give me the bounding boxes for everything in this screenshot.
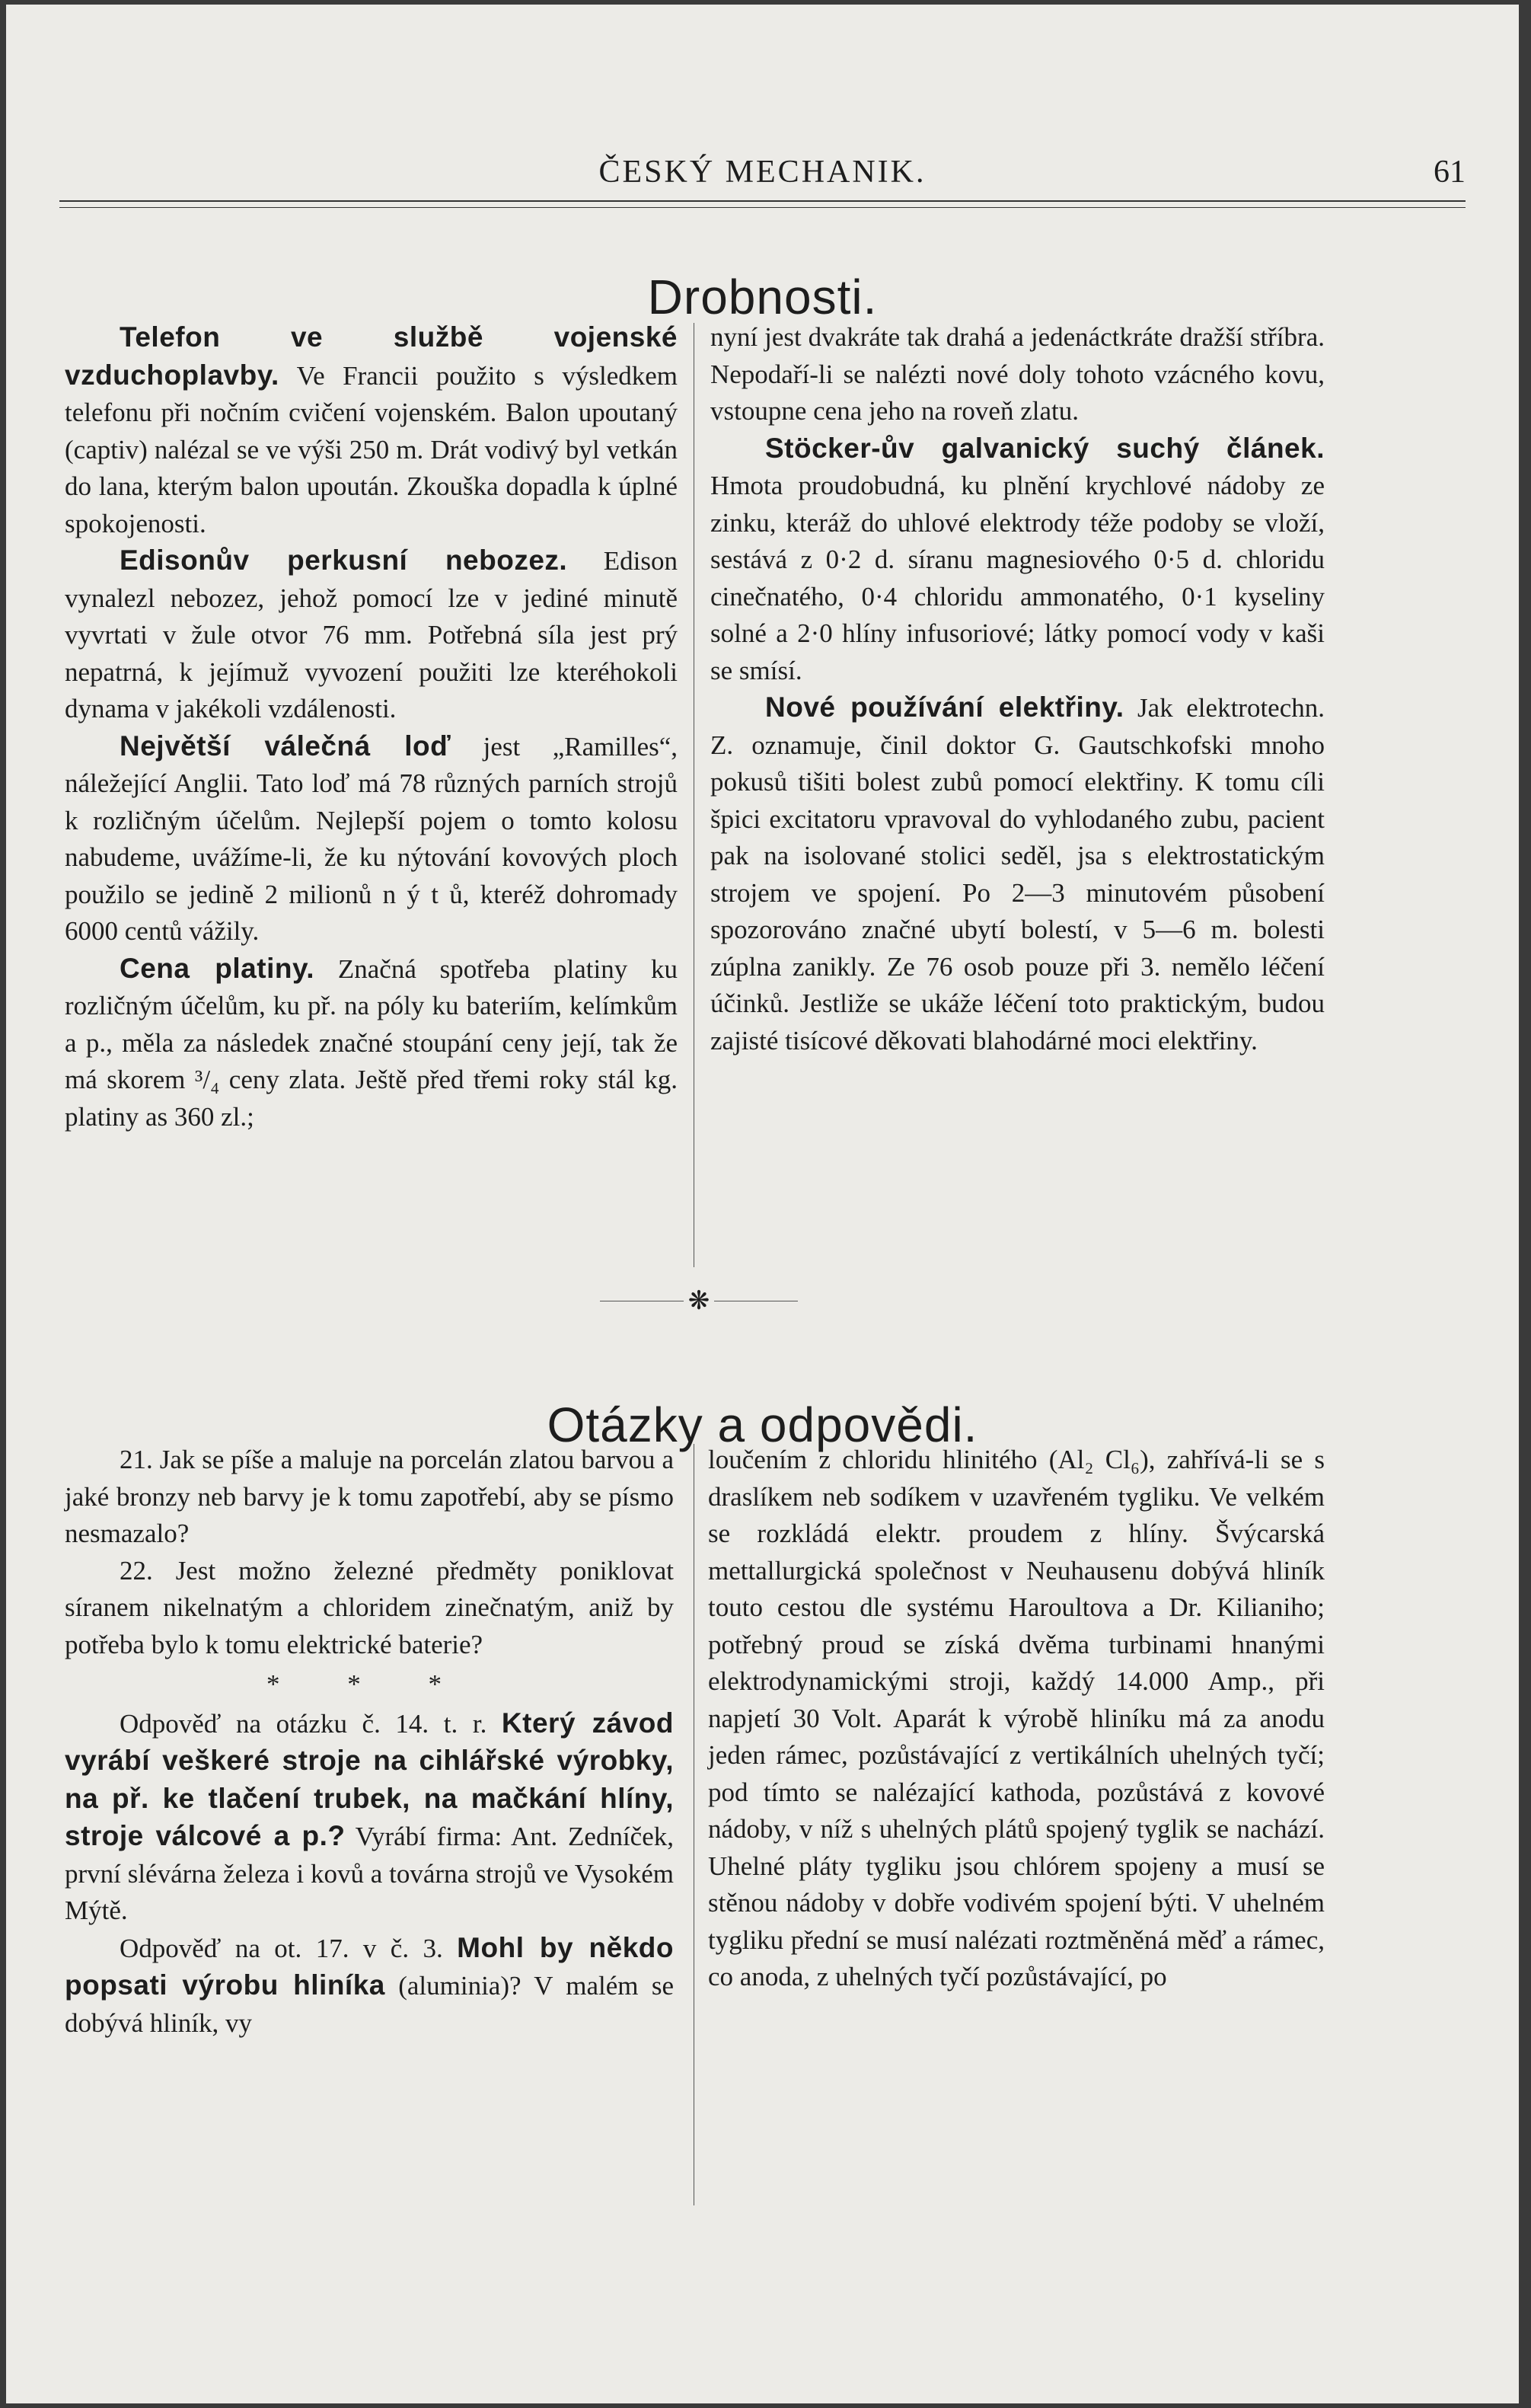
article-valecna-lod	[65, 728, 678, 950]
column-left-otazky	[65, 1442, 674, 2042]
article-head: Edisonův perkusní nebozez.	[120, 545, 568, 576]
column-right-drobnosti	[710, 319, 1325, 1059]
article-stocker	[710, 430, 1325, 690]
article-telefon	[65, 319, 678, 542]
page-number: 61	[1434, 155, 1466, 190]
running-title: ČESKÝ MECHANIK.	[598, 155, 927, 190]
answer-17	[65, 1930, 674, 2042]
article-head: Nové používání elektřiny.	[765, 691, 1124, 723]
answer-text: Vyrábí firma: Ant. Zedníček, první slévárna železa i kovů a továrna strojů ve Vysokém Mýtě.	[65, 1822, 674, 1925]
article-text: Hmota proudobudná, ku plnění krychlové nádoby ze zinku, kteráž do uhlové elektrody téže podoby se vloží, sestává z 0·2 d. síranu magnesiového 0·5 d. chloridu cinečnatého, 0·4 chloridu ammonatého, 0·1 kyseliny solné a 2·0 hlíny infusoriové; látky pomocí vody v kaši se smísí.	[710, 471, 1325, 685]
flower-ornament-icon: ❋	[687, 1287, 710, 1315]
article-text: Ve Francii použito s výsledkem telefonu při nočním cvičení vojenském. Balon upoutaný (captiv) nalézal se ve výši 250 m. Drát vodivý byl vetkán do lana, kterým balon upoután. Zkouška dopadla k úplné spokojenosti.	[65, 360, 678, 538]
article-continuation: nyní jest dvakráte tak drahá a jedenáctkráte dražší stříbra. Nepodaří-li se nalézti nové doly tohoto vzácného kovu, vstoupne cena jeho na roveň zlatu.	[710, 322, 1325, 426]
asterism: * * *	[266, 1669, 472, 1699]
article-cena-platiny	[65, 950, 678, 1136]
article-head: Největší válečná loď	[120, 730, 451, 762]
article-edison	[65, 542, 678, 728]
article-text: Jak elektrotechn. Z. oznamuje, činil doktor G. Gautschkofski mnoho pokusů tišiti bolest zubů pomocí elektřiny. K tomu cíli špici excitatoru vpravoval do vyhlodaného zubu, pacient pak na isolované stolici seděl, jsa s elektrostatickým strojem ve spojení. Po 2—3 minutovém působení spozorováno značné ubytí bolestí, v 5—6 m. bolesti zúplna zanikly. Ze 76 osob pouze při 3. nemělo léčení účinků. Jestliže se ukáže léčení toto praktickým, budou zajisté tisícové děkovati blahodárné moci elektřiny.	[710, 693, 1325, 1055]
answer-continuation: loučením z chloridu hlinitého (Al₂ Cl₆), zahřívá-li se s draslíkem neb sodíkem v uzavřeném tygliku. Ve velkém se rozkládá elektr. proudem z hlíny. Švýcarská mettallurgická společnost v Neuhausenu dobývá hliník touto cestou dle systému Haroultova a Dr. Kilianiho; potřebný proud se získá dvěma turbinami hnanými elektrodynamickými stroji, každý 14.000 Amp., při napjetí 30 Volt. Aparát k výrobě hliníku má za anodu jeden rámec, pozůstávající z vertikálních uhelných tyčí; pod tímto se nalézající kathoda, pozůstává z kovové nádoby, v níž s uhelných plátů spojený tyglik se nachází. Uhelné pláty tygliku jsou chlórem spojeny a musí se stěnou nádoby v dobře vodivém spojení býti. V uhelném tygliku přední se musí nalézati roztměněná měď a rámec, co anoda, z uhelných tyčí pozůstávající, po	[708, 1445, 1325, 1991]
article-head: Stöcker-ův galvanický suchý článek.	[765, 432, 1325, 464]
header-rule-thin	[59, 207, 1466, 208]
article-text: Značná spotřeba platiny ku rozličným účelům, ku př. na póly ku bateriím, kelímkům a p., měla za následek značné stoupání ceny její, tak že má skorem ³/₄ ceny zlata. Ještě před třemi roky stál kg. platiny as 360 zl.;	[65, 953, 678, 1132]
article-elektriny	[710, 689, 1325, 1059]
question-22: 22. Jest možno železné předměty poniklovat síranem nikelnatým a chloridem zinečnatým, aniž by potřeba bylo k tomu elektrické baterie?	[65, 1555, 674, 1659]
answer-prefix: Odpověď na otázku č. 14. t. r.	[120, 1708, 502, 1739]
header-rule-thick	[59, 200, 1466, 202]
article-head: Telefon ve službě vojenské vzduchoplavby.	[65, 321, 678, 391]
section-ornament	[600, 1287, 798, 1315]
answer-text: (aluminia)? V malém se dobývá hliník, vy	[65, 1971, 674, 2038]
column-left-drobnosti	[65, 319, 678, 1135]
section-title-drobnosti: Drobnosti.	[647, 269, 878, 324]
page	[6, 5, 1519, 2403]
answer-14	[65, 1705, 674, 1930]
article-head: Cena platiny.	[120, 952, 315, 984]
answer-head: Který závod vyrábí veškeré stroje na cihlářské výrobky, na př. ke tlačení trubek, na mačkání hlíny, stroje válcové a p.?	[65, 1707, 675, 1851]
answer-head: Mohl by někdo popsati výrobu hliníka	[65, 1931, 675, 2001]
column-right-otazky	[708, 1442, 1325, 1996]
article-text: Edison vynalezl nebozez, jehož pomocí lze v jediné minutě vyvrtati v žule otvor 76 mm. Potřebná síla jest prý nepatrná, k jejímuž vyvození použiti lze kteréhokoli dynama v jakékoli vzdálenosti.	[65, 546, 678, 723]
article-text: jest „Ramilles“, náležející Anglii. Tato loď má 78 různých parních strojů k rozličným účelům. Nejlepší pojem o tomto kolosu nabudeme, uvážíme-li, že ku nýtování kovových ploch použilo se jedině 2 milionů n ý t ů, kteréž dohromady 6000 centů vážily.	[65, 731, 678, 946]
answer-prefix: Odpověď na ot. 17. v č. 3.	[120, 1933, 458, 1963]
page-header	[59, 154, 1466, 200]
section-title-otazky: Otázky a odpovědi.	[547, 1397, 978, 1452]
question-21: 21. Jak se píše a maluje na porcelán zlatou barvou a jaké bronzy neb barvy je k tomu zapotřebí, aby se písmo nesmazalo?	[65, 1445, 674, 1548]
